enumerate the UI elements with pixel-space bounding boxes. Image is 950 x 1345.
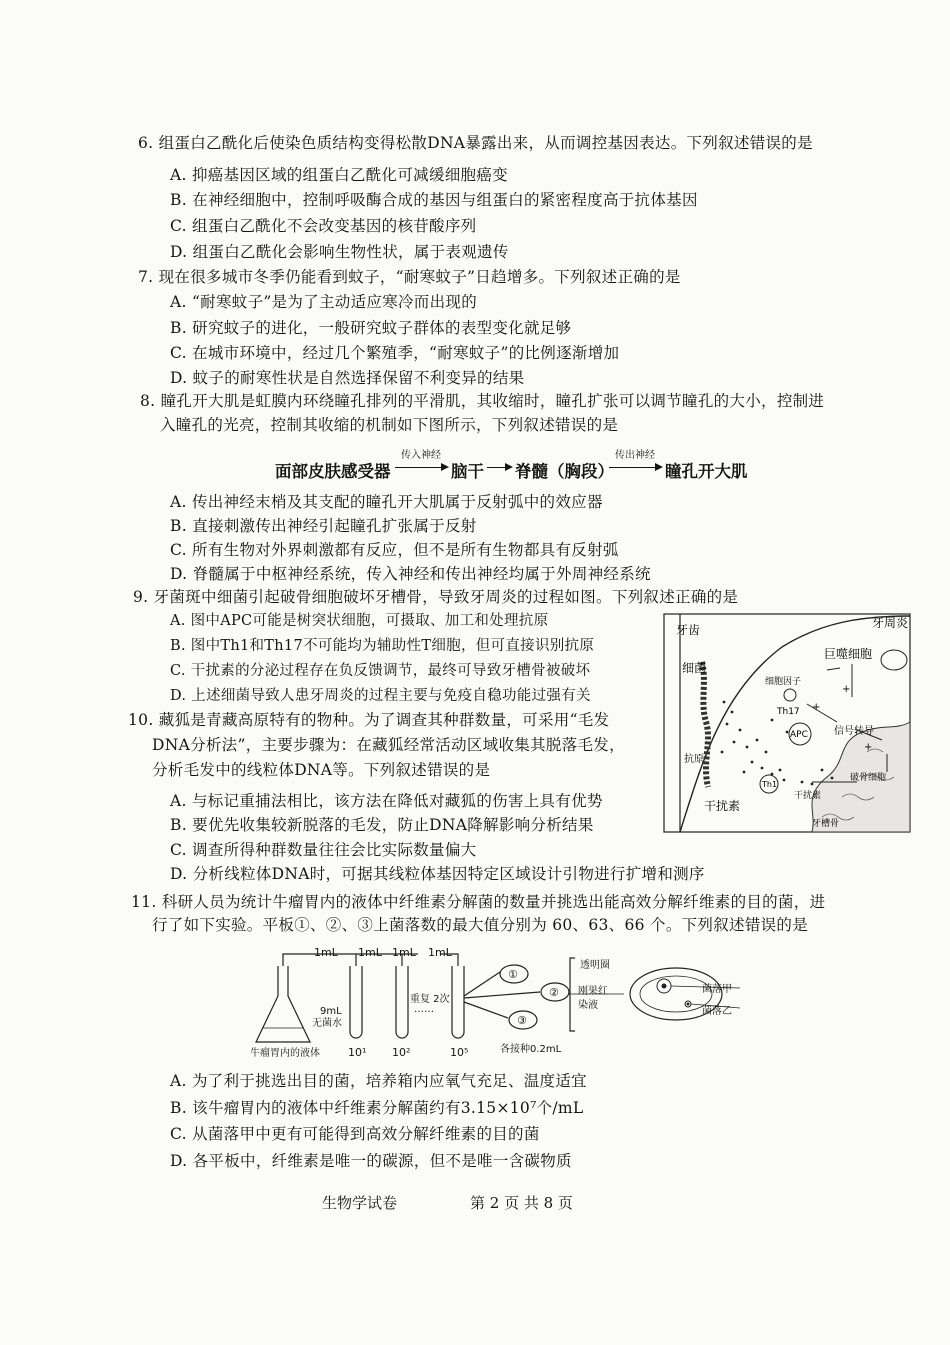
q9-option-b: B. 图中Th1和Th17不可能均为辅助性T细胞，但可直接识别抗原	[170, 638, 595, 654]
fig11-ml-3: 1mL	[392, 946, 416, 959]
q7-option-d: D. 蚊子的耐寒性状是自然选择保留不利变异的结果	[170, 369, 525, 387]
chain-afferent-label: 传入神经	[401, 450, 441, 461]
fig11-congo-1: 刚果红	[578, 986, 608, 997]
fig9-plus-2: +	[842, 684, 851, 695]
fig11-dilution-5: 10⁵	[450, 1046, 469, 1059]
q9-stem: 9. 牙菌斑中细菌引起破骨细胞破坏牙槽骨，导致牙周炎的过程如图。下列叙述正确的是	[133, 588, 739, 606]
q10-option-c: C. 调查所得种群数量往往会比实际数量偏大	[170, 841, 477, 859]
fig11-ml-2: 1mL	[358, 946, 382, 959]
q7-option-b: B. 研究蚊子的进化，一般研究蚊子群体的表型变化就足够	[170, 319, 572, 337]
fig11-repeat: 重复 2次	[410, 994, 450, 1005]
chain-arrow-afferent	[395, 450, 447, 468]
fig9-plus-3: +	[864, 742, 873, 753]
q10-stem-line2: DNA分析法”，主要步骤为：在藏狐经常活动区域收集其脱落毛发，	[152, 736, 625, 754]
chain-receptor: 面部皮肤感受器	[275, 462, 391, 481]
fig9-antigen: 抗原	[684, 754, 704, 765]
chain-efferent-label: 传出神经	[615, 450, 655, 461]
q9-option-c: C. 干扰素的分泌过程存在负反馈调节，最终可导致牙槽骨被破坏	[170, 663, 591, 679]
q8-stem-line2: 入瞳孔的光亮，控制其收缩的机制如下图所示，下列叙述错误的是	[160, 416, 619, 434]
fig9-interferon: 干扰素	[704, 799, 741, 813]
footer-subject: 生物学试卷	[322, 1194, 398, 1212]
fig11-inoculate: 各接种0.2mL	[500, 1044, 562, 1055]
fig9-interferon-small: 干扰素	[794, 791, 822, 801]
q11-option-b: B. 该牛瘤胃内的液体中纤维素分解菌约有3.15×10⁷个/mL	[170, 1099, 584, 1117]
fig9-bacteria: 细菌	[682, 661, 707, 675]
fig9-title: 牙周炎	[872, 616, 909, 630]
chain-arrow-1	[487, 450, 511, 468]
chain-spinal: 脊髓（胸段）	[515, 462, 614, 481]
fig11-ml-1: 1mL	[314, 946, 338, 959]
q11-option-d: D. 各平板中，纤维素是唯一的碳源，但不是唯一含碳物质	[170, 1152, 572, 1170]
q6-option-b: B. 在神经细胞中，控制呼吸酶合成的基因与组蛋白的紧密程度高于抗体基因	[170, 191, 698, 209]
q6-stem: 6. 组蛋白乙酰化后使染色质结构变得松散DNA暴露出来，从而调控基因表达。下列叙述错误的是	[138, 134, 813, 152]
q8-option-d: D. 脊髓属于中枢神经系统，传入神经和传出神经均属于外周神经系统	[170, 565, 651, 583]
q9-option-d: D. 上述细菌导致人患牙周炎的过程主要与免疫自稳功能过强有关	[170, 688, 591, 704]
fig11-plate-1: ①	[508, 968, 518, 981]
q11-option-c: C. 从菌落甲中更有可能得到高效分解纤维素的目的菌	[170, 1125, 540, 1143]
q10-option-d: D. 分析线粒体DNA时，可据其线粒体基因特定区域设计引物进行扩增和测序	[170, 865, 705, 883]
fig9-macrophage: 巨噬细胞	[824, 647, 873, 661]
fig9-plus-1: +	[812, 702, 821, 713]
q10-option-b: B. 要优先收集较新脱落的毛发，防止DNA降解影响分析结果	[170, 816, 594, 834]
chain-muscle: 瞳孔开大肌	[665, 462, 748, 481]
q11-stem-line2: 行了如下实验。平板①、②、③上菌落数的最大值分别为 60、63、66 个。下列叙述错误的是	[152, 916, 809, 934]
fig9-alveolar-bone: 牙槽骨	[812, 819, 840, 829]
q9-option-a: A. 图中APC可能是树突状细胞，可摄取、加工和处理抗原	[170, 613, 549, 629]
q8-option-c: C. 所有生物对外界刺激都有反应，但不是所有生物都具有反射弧	[170, 541, 619, 559]
q6-option-d: D. 组蛋白乙酰化会影响生物性状，属于表观遗传	[170, 243, 509, 261]
fig11-congo-2: 染液	[578, 1000, 598, 1011]
fig9-tooth: 牙齿	[676, 623, 701, 637]
fig9-signal: 信号转导	[834, 726, 874, 737]
q8-stem-line1: 8. 瞳孔开大肌是虹膜内环绕瞳孔排列的平滑肌，其收缩时，瞳孔扩张可以调节瞳孔的大小，控制进	[140, 392, 825, 410]
q11-option-a: A. 为了利于挑选出目的菌，培养箱内应氧气充足、温度适宜	[170, 1072, 587, 1090]
q7-option-c: C. 在城市环境中，经过几个繁殖季，“耐寒蚊子”的比例逐渐增加	[170, 344, 620, 362]
q8-option-b: B. 直接刺激传出神经引起瞳孔扩张属于反射	[170, 517, 477, 535]
fig9-th1: Th1	[762, 780, 778, 789]
fig11-clear-zone: 透明圈	[580, 960, 610, 971]
chain-arrow-efferent	[609, 450, 661, 468]
q10-stem-line3: 分析毛发中的线粒体DNA等。下列叙述错误的是	[152, 761, 491, 779]
q7-option-a: A. “耐寒蚊子”是为了主动适应寒冷而出现的	[170, 293, 477, 311]
fig11-colony-a: 菌落甲	[702, 984, 732, 995]
fig11-rumen: 牛瘤胃内的液体	[250, 1048, 320, 1059]
q10-stem-line1: 10. 藏狐是青藏高原特有的物种。为了调查其种群数量，可采用“毛发	[128, 711, 610, 729]
fig9-cytokine: 细胞因子	[765, 677, 802, 687]
periodontitis-figure	[662, 612, 912, 834]
dilution-plating-figure	[250, 946, 750, 1064]
q8-option-a: A. 传出神经末梢及其支配的瞳孔开大肌属于反射弧中的效应器	[170, 493, 603, 511]
fig11-ml-4: 1mL	[428, 946, 452, 959]
footer-page-number: 第 2 页 共 8 页	[470, 1194, 573, 1212]
fig11-water-2: 无菌水	[312, 1018, 342, 1029]
q7-stem: 7. 现在很多城市冬季仍能看到蚊子，“耐寒蚊子”日趋增多。下列叙述正确的是	[138, 268, 681, 286]
chain-brainstem: 脑干	[451, 462, 484, 481]
fig9-apc: APC	[790, 730, 808, 740]
q11-stem-line1: 11. 科研人员为统计牛瘤胃内的液体中纤维素分解菌的数量并挑选出能高效分解纤维素的目的菌，进	[131, 893, 826, 911]
fig11-dilution-2: 10²	[392, 1046, 411, 1059]
fig11-plate-2: ②	[549, 986, 559, 999]
fig11-water: 9mL	[320, 1006, 342, 1017]
q10-option-a: A. 与标记重捕法相比，该方法在降低对藏狐的伤害上具有优势	[170, 792, 603, 810]
fig11-dilution-1: 10¹	[348, 1046, 367, 1059]
q6-option-a: A. 抑癌基因区域的组蛋白乙酰化可减缓细胞癌变	[170, 166, 508, 184]
fig11-dots: ……	[414, 1004, 434, 1015]
fig9-th17: Th17	[777, 707, 800, 717]
reflex-chain-diagram	[275, 450, 748, 484]
fig11-plate-3: ③	[517, 1014, 527, 1027]
q6-option-c: C. 组蛋白乙酰化不会改变基因的核苷酸序列	[170, 217, 477, 235]
bacteria-cluster	[702, 662, 708, 787]
fig9-osteoclast: 破骨细胞	[850, 773, 887, 783]
fig11-colony-b: 菌落乙	[702, 1006, 732, 1017]
